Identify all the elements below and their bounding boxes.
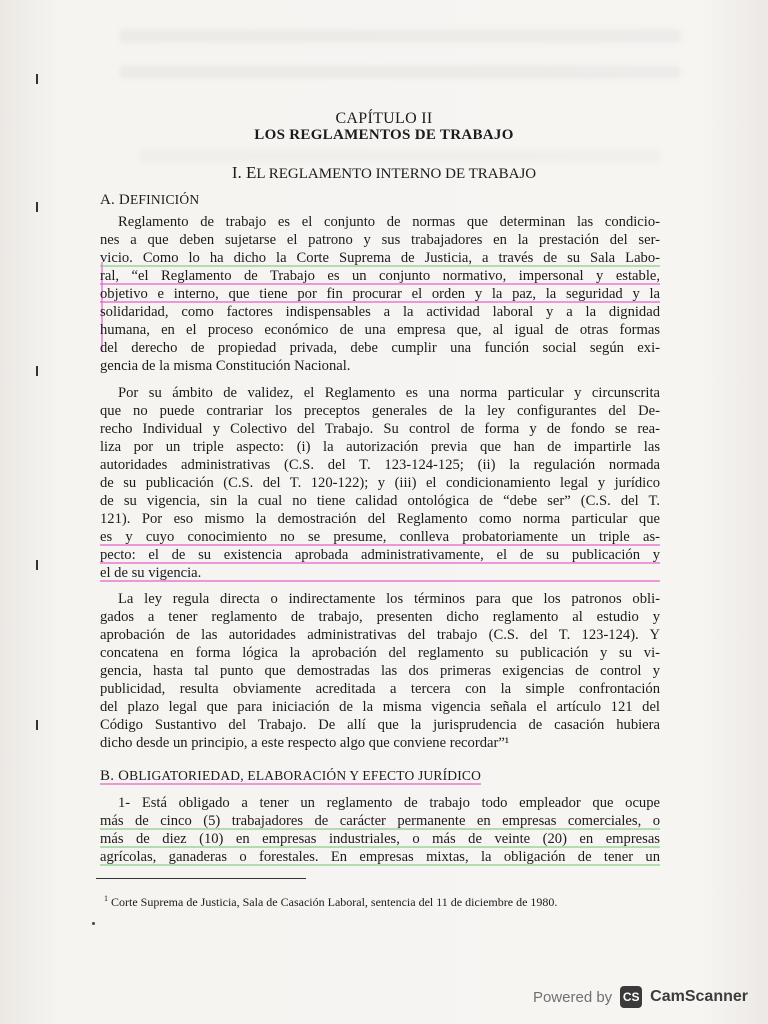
- text-line: Reglamento de trabajo es el conjunto de normas que determinan las condicio-: [118, 214, 660, 230]
- text-line: humana, en el proceso económico de una empresa que, al igual de otras formas: [100, 322, 660, 338]
- camscanner-watermark: [533, 984, 748, 1010]
- text-line: recho Individual y Colectivo del Trabajo. Su control de forma y de fondo se rea-: [100, 421, 660, 437]
- text-line: objetivo e interno, que tiene por fin procurar el orden y la paz, la seguridad y la: [100, 286, 660, 302]
- text-line: nes a que deben sujetarse el patrono y sus trabajadores en la prestación del ser-: [100, 232, 660, 248]
- paragraph-obligation: [100, 794, 660, 866]
- text-line: es y cuyo conocimiento no se presume, conlleva probatoriamente un triple as-: [100, 529, 660, 545]
- text-line: gencia, hasta tal punto que demostradas las dos primeras exigencias de control y: [100, 663, 660, 679]
- camscanner-name: CamScanner: [650, 988, 748, 1005]
- paragraph-validity: [100, 384, 660, 582]
- text-line: 1- Está obligado a tener un reglamento de trabajo todo empleador que ocupe: [118, 795, 660, 811]
- bleed-through: [120, 66, 680, 78]
- footnote-rule: [96, 878, 306, 879]
- text-line: Código Sustantivo del Trabajo. De allí que la jurisprudencia de casación hubiera: [100, 717, 660, 733]
- footnote-text: Corte Suprema de Justicia, Sala de Casación Laboral, sentencia del 11 de diciembre de 1980.: [111, 895, 558, 909]
- chapter-number: CAPÍTULO II: [335, 110, 433, 127]
- text-line: del plazo legal que para iniciación de la misma vigencia señala el artículo 121 del: [100, 699, 660, 715]
- text-line: solidaridad, como factores indispensables a la actividad laboral y a la dignidad: [100, 304, 660, 320]
- text-line: aprobación de las autoridades administrativas del trabajo (C.S. del T. 123-124). Y: [100, 627, 660, 643]
- text-line: agrícolas, ganaderas o forestales. En empresas mixtas, la obligación de tener un: [100, 849, 660, 865]
- text-line: gados a tener reglamento de trabajo, presenten dicho reglamento al estudio y: [100, 609, 660, 625]
- text-line: pecto: el de su existencia aprobada administrativamente, el de su publicación y: [100, 547, 660, 563]
- text-line: del derecho de propiedad privada, debe cumplir una función social según exi-: [100, 340, 660, 356]
- footnote-mark: 1: [104, 894, 108, 903]
- subsection-a-heading: A. DEFINICIÓN: [100, 192, 200, 208]
- text-line: que no puede contrariar los preceptos generales de la ley configurantes del De-: [100, 403, 660, 419]
- footnote: [104, 891, 664, 910]
- text-line: ral, “el Reglamento de Trabajo es un conjunto normativo, impersonal y estable,: [100, 268, 660, 284]
- margin-mark: [36, 560, 38, 570]
- text-line: de su vigencia, sin la cual no tiene calidad ontológica de “debe ser” (C.S. del T.: [100, 493, 660, 509]
- text-line: vicio. Como lo ha dicho la Corte Suprema de Justicia, a través de su Sala Labo-: [100, 250, 660, 266]
- text-line: autoridades administrativas (C.S. del T. 123-124-125; (ii) la regulación normada: [100, 457, 660, 473]
- text-line: 121). Por eso mismo la demostración del Reglamento como norma particular que: [100, 511, 660, 527]
- margin-mark: [36, 74, 38, 84]
- text-line: más de diez (10) en empresas industriales, o más de veinte (20) en empresas: [100, 831, 660, 847]
- powered-by-label: Powered by: [532, 988, 613, 1006]
- text-line: publicidad, resulta obviamente acreditada a tercera con la simple confrontación: [100, 681, 660, 697]
- text-line: de su publicación (C.S. del T. 120-122); y (iii) el condicionamiento legal y jurídico: [100, 475, 660, 491]
- text-line: Por su ámbito de validez, el Reglamento es una norma particular y circunscrita: [118, 385, 660, 401]
- subsection-b-heading: B. OBLIGATORIEDAD, ELABORACIÓN Y EFECTO JURÍDICO: [100, 768, 482, 784]
- text-line: liza por un triple aspecto: (i) la autorización previa que han de impartirle las: [100, 439, 660, 455]
- chapter-title: LOS REGLAMENTOS DE TRABAJO: [254, 127, 514, 143]
- text-line: el de su vigencia.: [100, 564, 660, 582]
- margin-mark: [36, 366, 38, 376]
- margin-mark: [36, 720, 38, 730]
- ink-dot: [92, 922, 95, 925]
- section-title: I. EL REGLAMENTO INTERNO DE TRABAJO: [231, 163, 537, 182]
- paragraph-definition: [100, 213, 660, 375]
- text-line: La ley regula directa o indirectamente los términos para que los patronos obli-: [118, 591, 660, 607]
- bleed-through: [120, 30, 680, 42]
- text-line: concatena en forma lógica la aprobación del reglamento su publicación y su vi-: [100, 645, 660, 661]
- margin-mark: [36, 202, 38, 212]
- camscanner-logo-icon: CS: [620, 986, 642, 1008]
- bleed-through: [140, 150, 660, 162]
- text-line: gencia de la misma Constitución Nacional.: [100, 358, 351, 374]
- paragraph-regulation: [100, 590, 660, 752]
- text-line: más de cinco (5) trabajadores de carácter permanente en empresas comerciales, o: [100, 813, 660, 829]
- text-line: dicho desde un principio, a este respecto algo que conviene recordar”¹: [100, 735, 510, 751]
